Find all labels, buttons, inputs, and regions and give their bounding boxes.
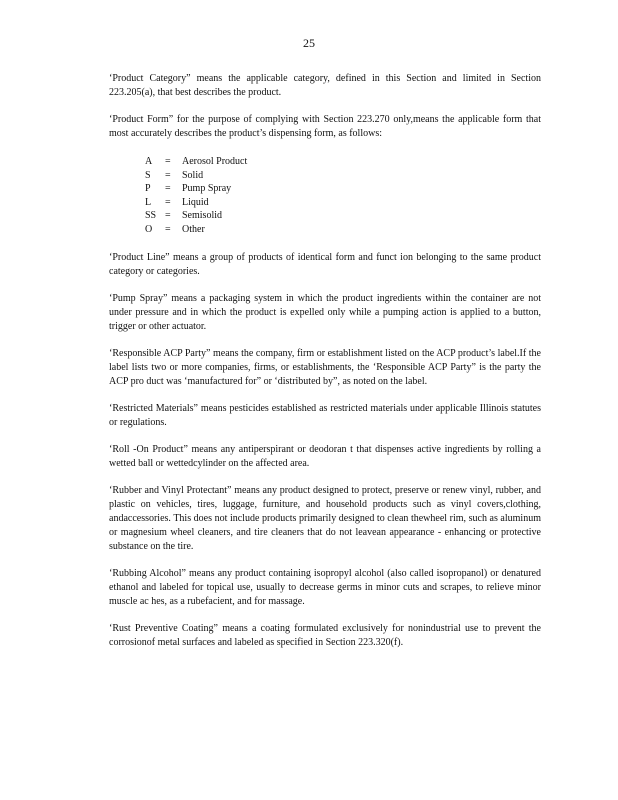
form-code: SS (145, 210, 157, 222)
form-name: Solid (182, 169, 204, 181)
product-form-item (145, 223, 541, 237)
form-equals: = (165, 223, 171, 235)
form-name: Other (182, 223, 205, 235)
form-code: O (145, 223, 153, 235)
form-equals: = (165, 196, 171, 208)
definition-product-form: ‘Product Form” for the purpose of complying with Section 223.270 only,means the applicable form that most accurately describes the product’s dispensing form, as follows: (109, 114, 541, 139)
product-form-item (145, 155, 541, 169)
definition-rubbing-alcohol: ‘Rubbing Alcohol” means any product containing isopropyl alcohol (also called isopropanol) or denatured ethanol and labeled for topical use, usually to decrease germs in minor cuts and scrapes, to relieve minor muscle ac hes, as a rubefacient, and for massage. (109, 567, 541, 607)
form-equals: = (165, 169, 171, 181)
product-form-item (145, 209, 541, 223)
form-code: A (145, 156, 153, 167)
form-equals: = (165, 210, 171, 222)
page-number: 25 (303, 36, 315, 50)
form-name: Aerosol Product (182, 156, 248, 167)
definition-rust-preventive-coating: ‘Rust Preventive Coating” means a coating formulated exclusively for nonindustrial use to prevent the corrosionof metal surfaces and labeled as specified in Section 223.320(f). (109, 622, 541, 648)
definition-responsible-acp-party: ‘Responsible ACP Party” means the company, firm or establishment listed on the ACP product’s label.If the label lists two or more companies, firms, or establishments, the ‘Responsible ACP Party” is the party the ACP pro duct was ‘manufactured for” or ‘distributed by”, as noted on the label. (109, 347, 541, 387)
product-form-list (145, 155, 541, 237)
product-form-item (145, 169, 541, 183)
definition-roll-on-product: ‘Roll -On Product” means any antiperspirant or deodoran t that dispenses active ingredients by rolling a wetted ball or wettedcylinder on the affected area. (109, 443, 541, 469)
document-body (109, 72, 541, 663)
product-form-item (145, 182, 541, 196)
form-code: P (145, 183, 151, 195)
definition-product-line: ‘Product Line” means a group of products of identical form and funct ion belonging to the same product category or categories. (109, 251, 541, 277)
definition-pump-spray: ‘Pump Spray” means a packaging system in which the product ingredients within the container are not under pressure and in which the product is expelled only while a pumping action is applied to a button, trigger or other actuator. (109, 292, 541, 332)
form-name: Liquid (182, 196, 209, 208)
form-code: L (145, 196, 152, 208)
definition-restricted-materials: ‘Restricted Materials” means pesticides established as restricted materials under applicable Illinois statutes or regulations. (109, 402, 541, 428)
form-name: Pump Spray (182, 183, 232, 195)
definition-rubber-vinyl-protectant: ‘Rubber and Vinyl Protectant” means any product designed to protect, preserve or renew vinyl, rubber, and plastic on vehicles, tires, luggage, furniture, and household products such as vinyl covers,clothing, andaccessories. This does not include products primarily designed to clean thewheel rim, such as aluminum or magnesium wheel cleaners, and tire cleaners that do not leavean appearance - enhancing or protective substance on the tire. (109, 484, 541, 552)
form-name: Semisolid (182, 210, 223, 222)
form-equals: = (165, 183, 171, 195)
product-form-item (145, 196, 541, 210)
definition-product-category: ‘Product Category” means the applicable category, defined in this Section and limited in Section 223.205(a), that best describes the product. (109, 73, 541, 98)
form-equals: = (165, 156, 171, 167)
form-code: S (145, 169, 151, 181)
